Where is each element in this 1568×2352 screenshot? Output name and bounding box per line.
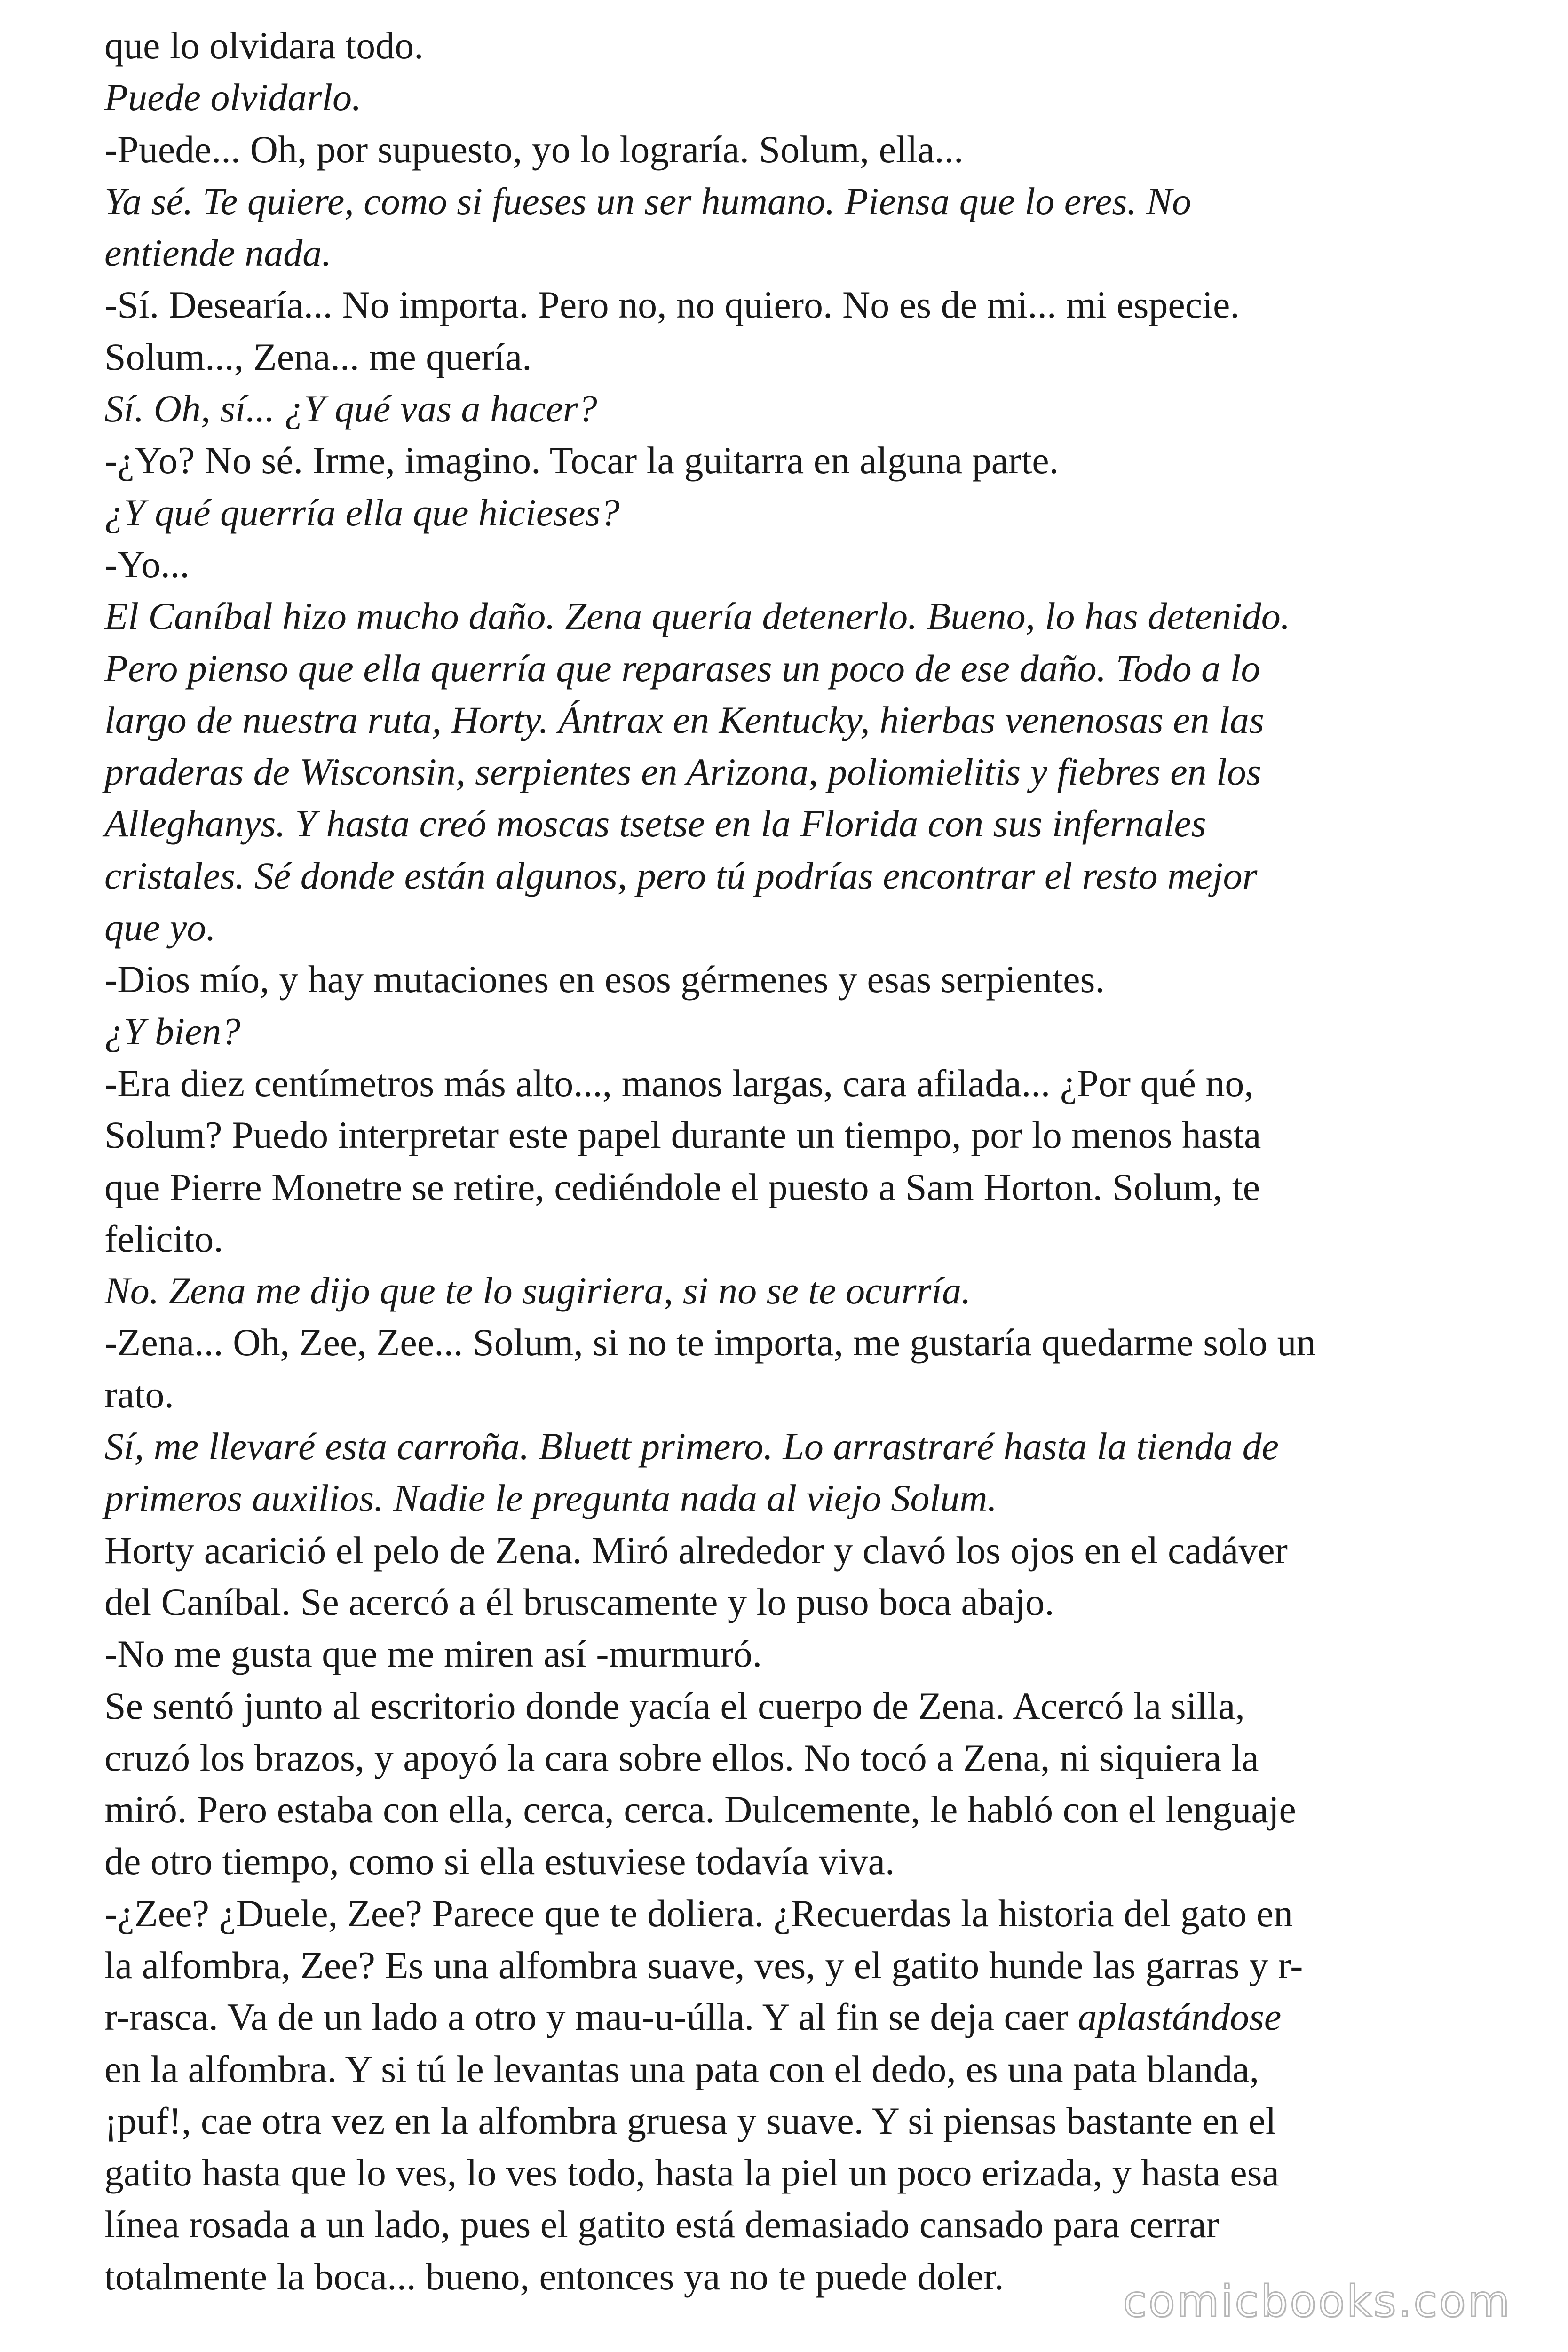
text-line [104,2095,1478,2147]
text-line-content: Pero pienso que ella querría que reparases un poco de ese daño. Todo a lo [104,646,1260,690]
text-line-content: -Sí. Desearía... No importa. Pero no, no quiero. No es de mi... mi especie. [104,283,1240,326]
text-line-content: ¡puf!, cae otra vez en la alfombra gruesa y suave. Y si piensas bastante en el [104,2099,1276,2142]
text-line [104,1472,1478,1524]
text-line-content: cruzó los brazos, y apoyó la cara sobre ellos. No tocó a Zena, ni siquiera la [104,1736,1259,1779]
text-line [104,1006,1478,1057]
text-line [104,590,1478,642]
text-line-content: -¿Zee? ¿Duele, Zee? Parece que te doliera. ¿Recuerdas la historia del gato en [104,1891,1293,1935]
text-line [104,1888,1478,1939]
text-line-content: -Yo... [104,542,190,586]
text-line-content: -Zena... Oh, Zee, Zee... Solum, si no te importa, me gustaría quedarme solo un [104,1321,1316,1364]
emphasized-word: aplastándose [1077,1995,1282,2039]
text-line-content: Alleghanys. Y hasta creó moscas tsetse en la Florida con sus infernales [104,802,1206,845]
text-line-content: totalmente la boca... bueno, entonces ya no te puede doler. [104,2255,1004,2298]
text-line-content: cristales. Sé donde están algunos, pero tú podrías encontrar el resto mejor [104,854,1258,897]
text-line [104,1265,1478,1317]
text-line [104,1784,1478,1836]
text-line [104,1421,1478,1472]
text-line [104,487,1478,539]
text-line [104,1628,1478,1680]
text-line [104,746,1478,798]
text-line [104,279,1478,331]
text-line [104,2199,1478,2250]
text-line-content: la alfombra, Zee? Es una alfombra suave, ves, y el gatito hunde las garras y r- [104,1943,1303,1986]
text-line [104,124,1478,175]
text-line [104,1836,1478,1887]
text-line [104,954,1478,1005]
text-line [104,72,1478,123]
text-line-content: línea rosada a un lado, pues el gatito está demasiado cansado para cerrar [104,2203,1220,2246]
text-line [104,694,1478,746]
text-line-content: -No me gusta que me miren así -murmuró. [104,1632,762,1676]
text-line [104,383,1478,435]
text-line-content: -Dios mío, y hay mutaciones en esos gérmenes y esas serpientes. [104,958,1105,1001]
text-line [104,1317,1478,1368]
text-line-content: ¿Y bien? [104,1009,241,1053]
text-line-content: r-rasca. Va de un lado a otro y mau-u-úlla. Y al fin se deja caer [104,1995,1078,2039]
text-line [104,175,1478,227]
text-line [104,331,1478,383]
text-line-content: Horty acarició el pelo de Zena. Miró alrededor y clavó los ojos en el cadáver [104,1528,1288,1572]
text-line [104,798,1478,850]
text-line-content: que Pierre Monetre se retire, cediéndole el puesto a Sam Horton. Solum, te [104,1165,1260,1208]
text-line-content: -Era diez centímetros más alto..., manos largas, cara afilada... ¿Por qué no, [104,1061,1254,1104]
text-line [104,1939,1478,1991]
text-line [104,1991,1478,2043]
text-line [104,1109,1478,1161]
text-line-content: -¿Yo? No sé. Irme, imagino. Tocar la guitarra en alguna parte. [104,439,1059,482]
text-line [104,2147,1478,2199]
page-text [104,20,1478,2303]
text-line-content: de otro tiempo, como si ella estuviese todavía viva. [104,1840,895,1883]
text-line [104,1732,1478,1784]
watermark-logo: comicbooks.com [1123,2276,1512,2327]
text-line-content: rato. [104,1373,174,1416]
text-line-content: largo de nuestra ruta, Horty. Ántrax en Kentucky, hierbas venenosas en las [104,698,1264,741]
text-line-content: del Caníbal. Se acercó a él bruscamente y lo puso boca abajo. [104,1580,1054,1623]
text-line-content: Sí. Oh, sí... ¿Y qué vas a hacer? [104,387,597,430]
text-line-content: -Puede... Oh, por supuesto, yo lo lograría. Solum, ella... [104,127,964,171]
text-line [104,1369,1478,1421]
text-line [104,643,1478,694]
text-line-content: Puede olvidarlo. [104,76,362,119]
text-line-content: ¿Y qué querría ella que hicieses? [104,491,620,534]
text-line-content: Se sentó junto al escritorio donde yacía el cuerpo de Zena. Acercó la silla, [104,1684,1245,1727]
text-line-content: El Caníbal hizo mucho daño. Zena quería detenerlo. Bueno, lo has detenido. [104,595,1291,638]
text-line [104,539,1478,590]
text-line [104,1213,1478,1265]
text-line-content: No. Zena me dijo que te lo sugiriera, si no se te ocurría. [104,1269,971,1312]
text-line [104,1525,1478,1576]
text-line [104,20,1478,72]
text-line [104,227,1478,279]
text-line-content: felicito. [104,1217,223,1260]
text-line [104,1057,1478,1109]
text-line-content: gatito hasta que lo ves, lo ves todo, hasta la piel un poco erizada, y hasta esa [104,2151,1279,2194]
text-line-content: Ya sé. Te quiere, como si fueses un ser humano. Piensa que lo eres. No [104,179,1192,222]
text-line [104,850,1478,902]
text-line [104,1576,1478,1628]
text-line [104,902,1478,954]
text-line [104,2043,1478,2095]
text-line-content: primeros auxilios. Nadie le pregunta nada al viejo Solum. [104,1477,997,1520]
text-line-content: miró. Pero estaba con ella, cerca, cerca. Dulcemente, le habló con el lenguaje [104,1788,1296,1831]
text-line-content: Sí, me llevaré esta carroña. Bluett primero. Lo arrastraré hasta la tienda de [104,1425,1279,1468]
text-line-content: en la alfombra. Y si tú le levantas una pata con el dedo, es una pata blanda, [104,2047,1259,2090]
text-line-content: Solum..., Zena... me quería. [104,335,532,378]
text-line-content: que yo. [104,906,216,949]
text-line-content: Solum? Puedo interpretar este papel durante un tiempo, por lo menos hasta [104,1113,1261,1157]
text-line [104,1161,1478,1213]
text-line [104,435,1478,486]
text-line [104,1680,1478,1732]
text-line-content: que lo olvidara todo. [104,24,424,67]
text-line-content: praderas de Wisconsin, serpientes en Arizona, poliomielitis y fiebres en los [104,750,1261,794]
text-line-content: entiende nada. [104,231,332,275]
